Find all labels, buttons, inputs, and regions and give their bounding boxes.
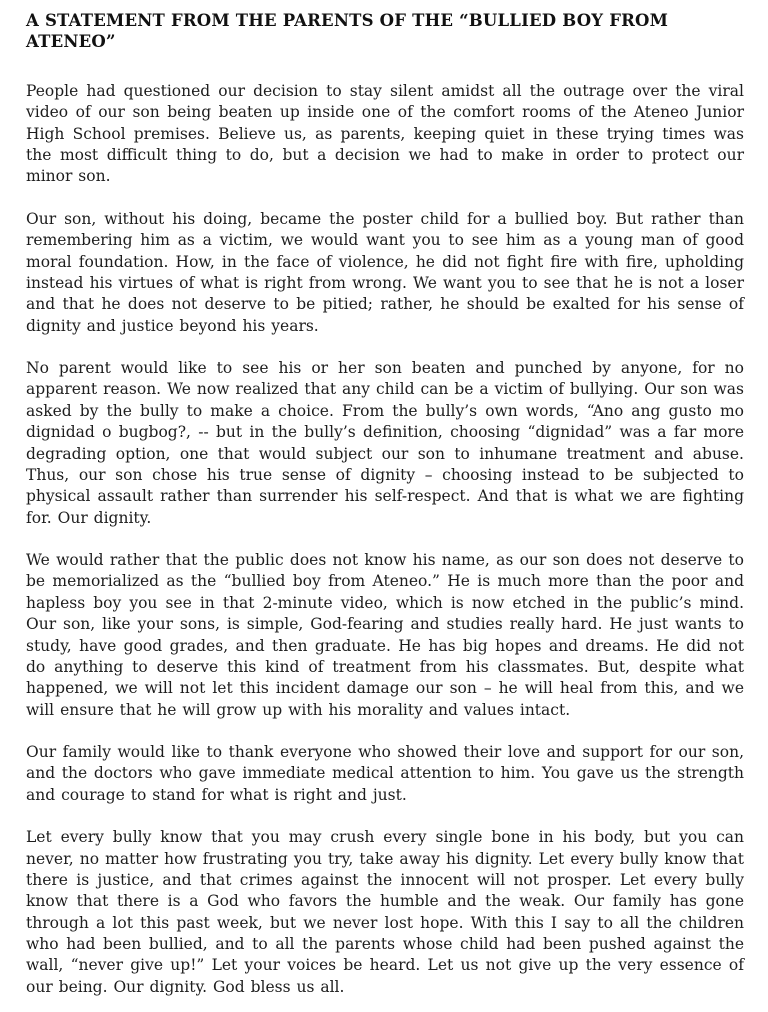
statement-paragraph-1: People had questioned our decision to stay silent amidst all the outrage over the viral video of our son being beaten up inside one of the comfort rooms of the Ateneo Junior High School premises. Believe us, as parents, keeping quiet in these trying times was the most difficult thing to do, but a decision we had to make in order to protect our minor son. xyxy=(26,81,744,186)
statement-paragraph-6: Let every bully know that you may crush every single bone in his body, but you can never, no matter how frustrating you try, take away his dignity. Let every bully know that there is justice, and that crimes against the innocent will not prosper. Let every bully know that there is a God who favors the humble and the weak. Our family has gone through a lot this past week, but we never lost hope. With this I say to all the children who had been bullied, and to all the parents whose child had been pushed against the wall, “never give up!” Let your voices be heard. Let us not give up the very essence of our being. Our dignity. God bless us all. xyxy=(26,828,744,996)
document-body xyxy=(26,81,744,998)
statement-paragraph-4: We would rather that the public does not know his name, as our son does not deserve to be memorialized as the “bullied boy from Ateneo.” He is much more than the poor and hapless boy you see in that 2-minute video, which is now etched in the public’s mind. Our son, like your sons, is simple, God-fearing and studies really hard. He just wants to study, have good grades, and then graduate. He has big hopes and dreams. He did not do anything to deserve this kind of treatment from his classmates. But, despite what happened, we will not let this incident damage our son – he will heal from this, and we will ensure that he will grow up with his morality and values intact. xyxy=(26,551,744,719)
statement-paragraph-5: Our family would like to thank everyone who showed their love and support for our son, and the doctors who gave immediate medical attention to him. You gave us the strength and courage to stand for what is right and just. xyxy=(26,743,744,804)
document-title: A STATEMENT FROM THE PARENTS OF THE “BULLIED BOY FROM ATENEO” xyxy=(26,11,669,52)
statement-paragraph-3: No parent would like to see his or her son beaten and punched by anyone, for no apparent reason. We now realized that any child can be a victim of bullying. Our son was asked by the bully to make a choice. From the bully’s own words, “Ano ang gusto mo dignidad o bugbog?, -- but in the bully’s definition, choosing “dignidad” was a far more degrading option, one that would subject our son to inhumane treatment and abuse. Thus, our son chose his true sense of dignity – choosing instead to be subjected to physical assault rather than surrender his self-respect. And that is what we are fighting for. Our dignity. xyxy=(26,359,744,527)
statement-paragraph-2: Our son, without his doing, became the poster child for a bullied boy. But rather than remembering him as a victim, we would want you to see him as a young man of good moral foundation. How, in the face of violence, he did not fight fire with fire, upholding instead his virtues of what is right from wrong. We want you to see that he is not a loser and that he does not deserve to be pitied; rather, he should be exalted for his sense of dignity and justice beyond his years. xyxy=(26,209,744,335)
